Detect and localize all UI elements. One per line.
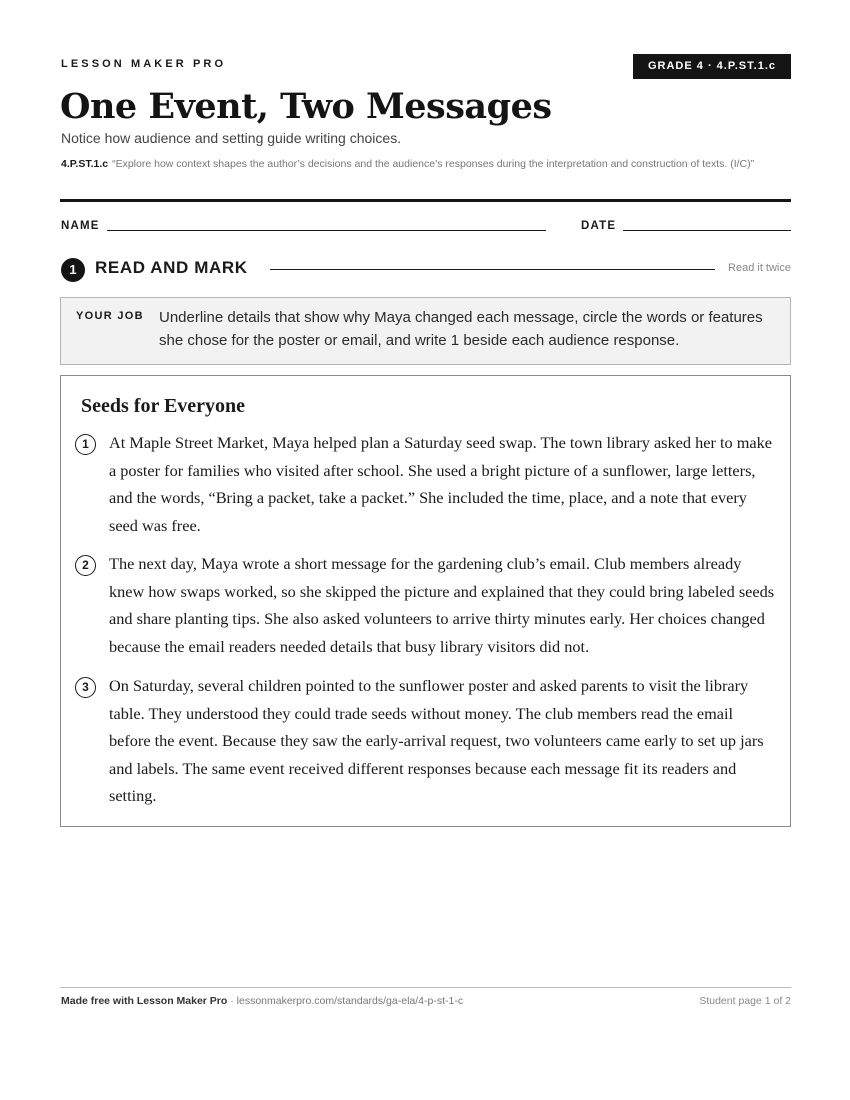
footer-url[interactable]: lessonmakerpro.com/standards/ga-ela/4-p-st-1-c xyxy=(236,995,464,1007)
paragraph-number-badge: 1 xyxy=(75,434,96,455)
standard-statement xyxy=(61,156,793,173)
footer-credit xyxy=(61,995,463,1007)
section-title: READ AND MARK xyxy=(95,258,248,277)
footer-separator: · xyxy=(227,995,237,1007)
standard-text: “Explore how context shapes the author’s decisions and the audience’s responses during the interpretation and construction of texts. (I/C)” xyxy=(112,158,755,170)
your-job-label: YOUR JOB xyxy=(76,310,144,322)
section-note: Read it twice xyxy=(728,262,791,274)
header-divider xyxy=(60,199,791,202)
footer-divider xyxy=(60,987,791,988)
footer-brand: Made free with Lesson Maker Pro xyxy=(61,995,228,1007)
name-field[interactable] xyxy=(107,230,546,231)
paragraph-number-badge: 2 xyxy=(75,555,96,576)
paragraph-1 xyxy=(75,429,775,541)
name-label: NAME xyxy=(61,220,100,232)
your-job-box xyxy=(60,297,791,365)
date-label: DATE xyxy=(581,220,617,232)
page-indicator: Student page 1 of 2 xyxy=(699,995,791,1007)
paragraph-number-badge: 3 xyxy=(75,677,96,698)
grade-badge: GRADE 4 · 4.P.ST.1.c xyxy=(633,54,791,79)
worksheet-title: One Event, Two Messages xyxy=(60,86,552,127)
worksheet-subtitle: Notice how audience and setting guide writing choices. xyxy=(61,130,402,146)
your-job-instructions: Underline details that show why Maya changed each message, circle the words or features she chose for the poster or email, and write 1 beside each audience response. xyxy=(159,309,763,349)
paragraph-text: The next day, Maya wrote a short message for the gardening club’s email. Club members already knew how swaps worked, so she skipped the picture and explained that they could bring labeled seeds and share planting tips. She also asked volunteers to arrive thirty minutes early. Her choices changed because the email readers needed details that busy library visitors did not. xyxy=(109,554,775,656)
section-divider xyxy=(270,269,715,270)
reading-passage xyxy=(60,375,791,827)
standard-code: 4.P.ST.1.c xyxy=(61,158,109,170)
paragraph-text: At Maple Street Market, Maya helped plan a Saturday seed swap. The town library asked her to make a poster for families who visited after school. She used a bright picture of a sunflower, large letters, and the words, “Bring a packet, take a packet.” She included the time, place, and a note that every seed was free. xyxy=(109,433,772,535)
section-number-badge: 1 xyxy=(61,258,85,282)
date-field[interactable] xyxy=(623,230,791,231)
paragraph-text: On Saturday, several children pointed to the sunflower poster and asked parents to visit the library table. They understood they could trade seeds without money. The club members read the email before the event. Because they saw the early-arrival request, two volunteers came early to set up jars and labels. The same event received different responses because each message fit its readers and setting. xyxy=(109,676,764,805)
passage-title: Seeds for Everyone xyxy=(81,395,246,417)
paragraph-2 xyxy=(75,550,775,662)
brand-name: LESSON MAKER PRO xyxy=(61,58,227,70)
paragraph-3 xyxy=(75,672,775,812)
